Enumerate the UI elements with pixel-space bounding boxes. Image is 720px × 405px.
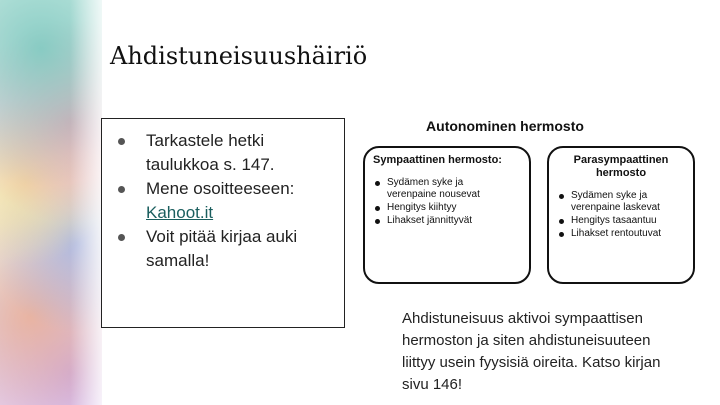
bullet-dot-icon — [559, 219, 564, 224]
sympathetic-item — [373, 202, 521, 214]
bullet-1-line-2: taulukkoa s. 147. — [146, 155, 275, 174]
bullet-dot-icon — [375, 181, 380, 186]
caption-text — [402, 308, 702, 396]
diagram-title: Autonominen hermosto — [426, 118, 584, 134]
parasympathetic-item-text: Sydämen syke ja — [571, 190, 648, 201]
bullet-box — [101, 118, 345, 328]
bullet-dot-icon — [118, 186, 125, 193]
sympathetic-item-text: Sydämen syke ja — [387, 177, 464, 188]
bullet-dot-icon — [375, 219, 380, 224]
nervous-system-diagram — [355, 110, 669, 290]
bullet-item-3 — [116, 225, 336, 273]
kahoot-link[interactable]: Kahoot.it — [146, 203, 214, 222]
caption-line: hermoston ja siten ahdistuneisuuteen — [402, 332, 651, 349]
parasympathetic-list — [557, 190, 685, 240]
sympathetic-item-text: Lihakset jännittyvät — [387, 215, 473, 226]
bullet-list — [102, 119, 344, 273]
sympathetic-item — [373, 177, 521, 201]
bullet-dot-icon — [118, 234, 125, 241]
caption-line: Ahdistuneisuus aktivoi sympaattisen — [402, 310, 643, 327]
sympathetic-item-text: Hengitys kiihtyy — [387, 202, 457, 213]
parasympathetic-item-text: Hengitys tasaantuu — [571, 215, 657, 226]
sympathetic-list — [373, 177, 521, 227]
bullet-3-line-1: Voit pitää kirjaa auki — [146, 227, 298, 246]
slide-title: Ahdistuneisuushäiriö — [110, 42, 368, 70]
sympathetic-item-text: verenpaine nousevat — [387, 189, 480, 200]
bullet-dot-icon — [559, 232, 564, 237]
parasympathetic-item-text: verenpaine laskevat — [571, 202, 660, 213]
parasympathetic-item — [557, 215, 685, 227]
sympathetic-panel-title: Sympaattinen hermosto: — [373, 154, 502, 166]
bullet-3-line-2: samalla! — [146, 251, 210, 270]
parasympathetic-panel — [547, 146, 695, 284]
sympathetic-panel — [363, 146, 531, 284]
parasympathetic-item — [557, 228, 685, 240]
parasympathetic-item — [557, 190, 685, 214]
parasympathetic-title-line: Parasympaattinen — [573, 154, 669, 166]
bullet-1-line-1: Tarkastele hetki — [146, 131, 265, 150]
parasympathetic-title-line: hermosto — [595, 167, 647, 179]
bullet-dot-icon — [559, 194, 564, 199]
parasympathetic-item-text: Lihakset rentoutuvat — [571, 228, 662, 239]
caption-line: sivu 146! — [402, 376, 463, 393]
bullet-item-2 — [116, 177, 336, 225]
bullet-2-line-1: Mene osoitteeseen: — [146, 179, 295, 198]
sympathetic-item — [373, 215, 521, 227]
bullet-item-1 — [116, 129, 336, 177]
caption-line: liittyy usein fyysisiä oireita. Katso kirjan — [402, 354, 661, 371]
parasympathetic-panel-title — [557, 154, 685, 180]
bullet-dot-icon — [375, 206, 380, 211]
bullet-dot-icon — [118, 138, 125, 145]
